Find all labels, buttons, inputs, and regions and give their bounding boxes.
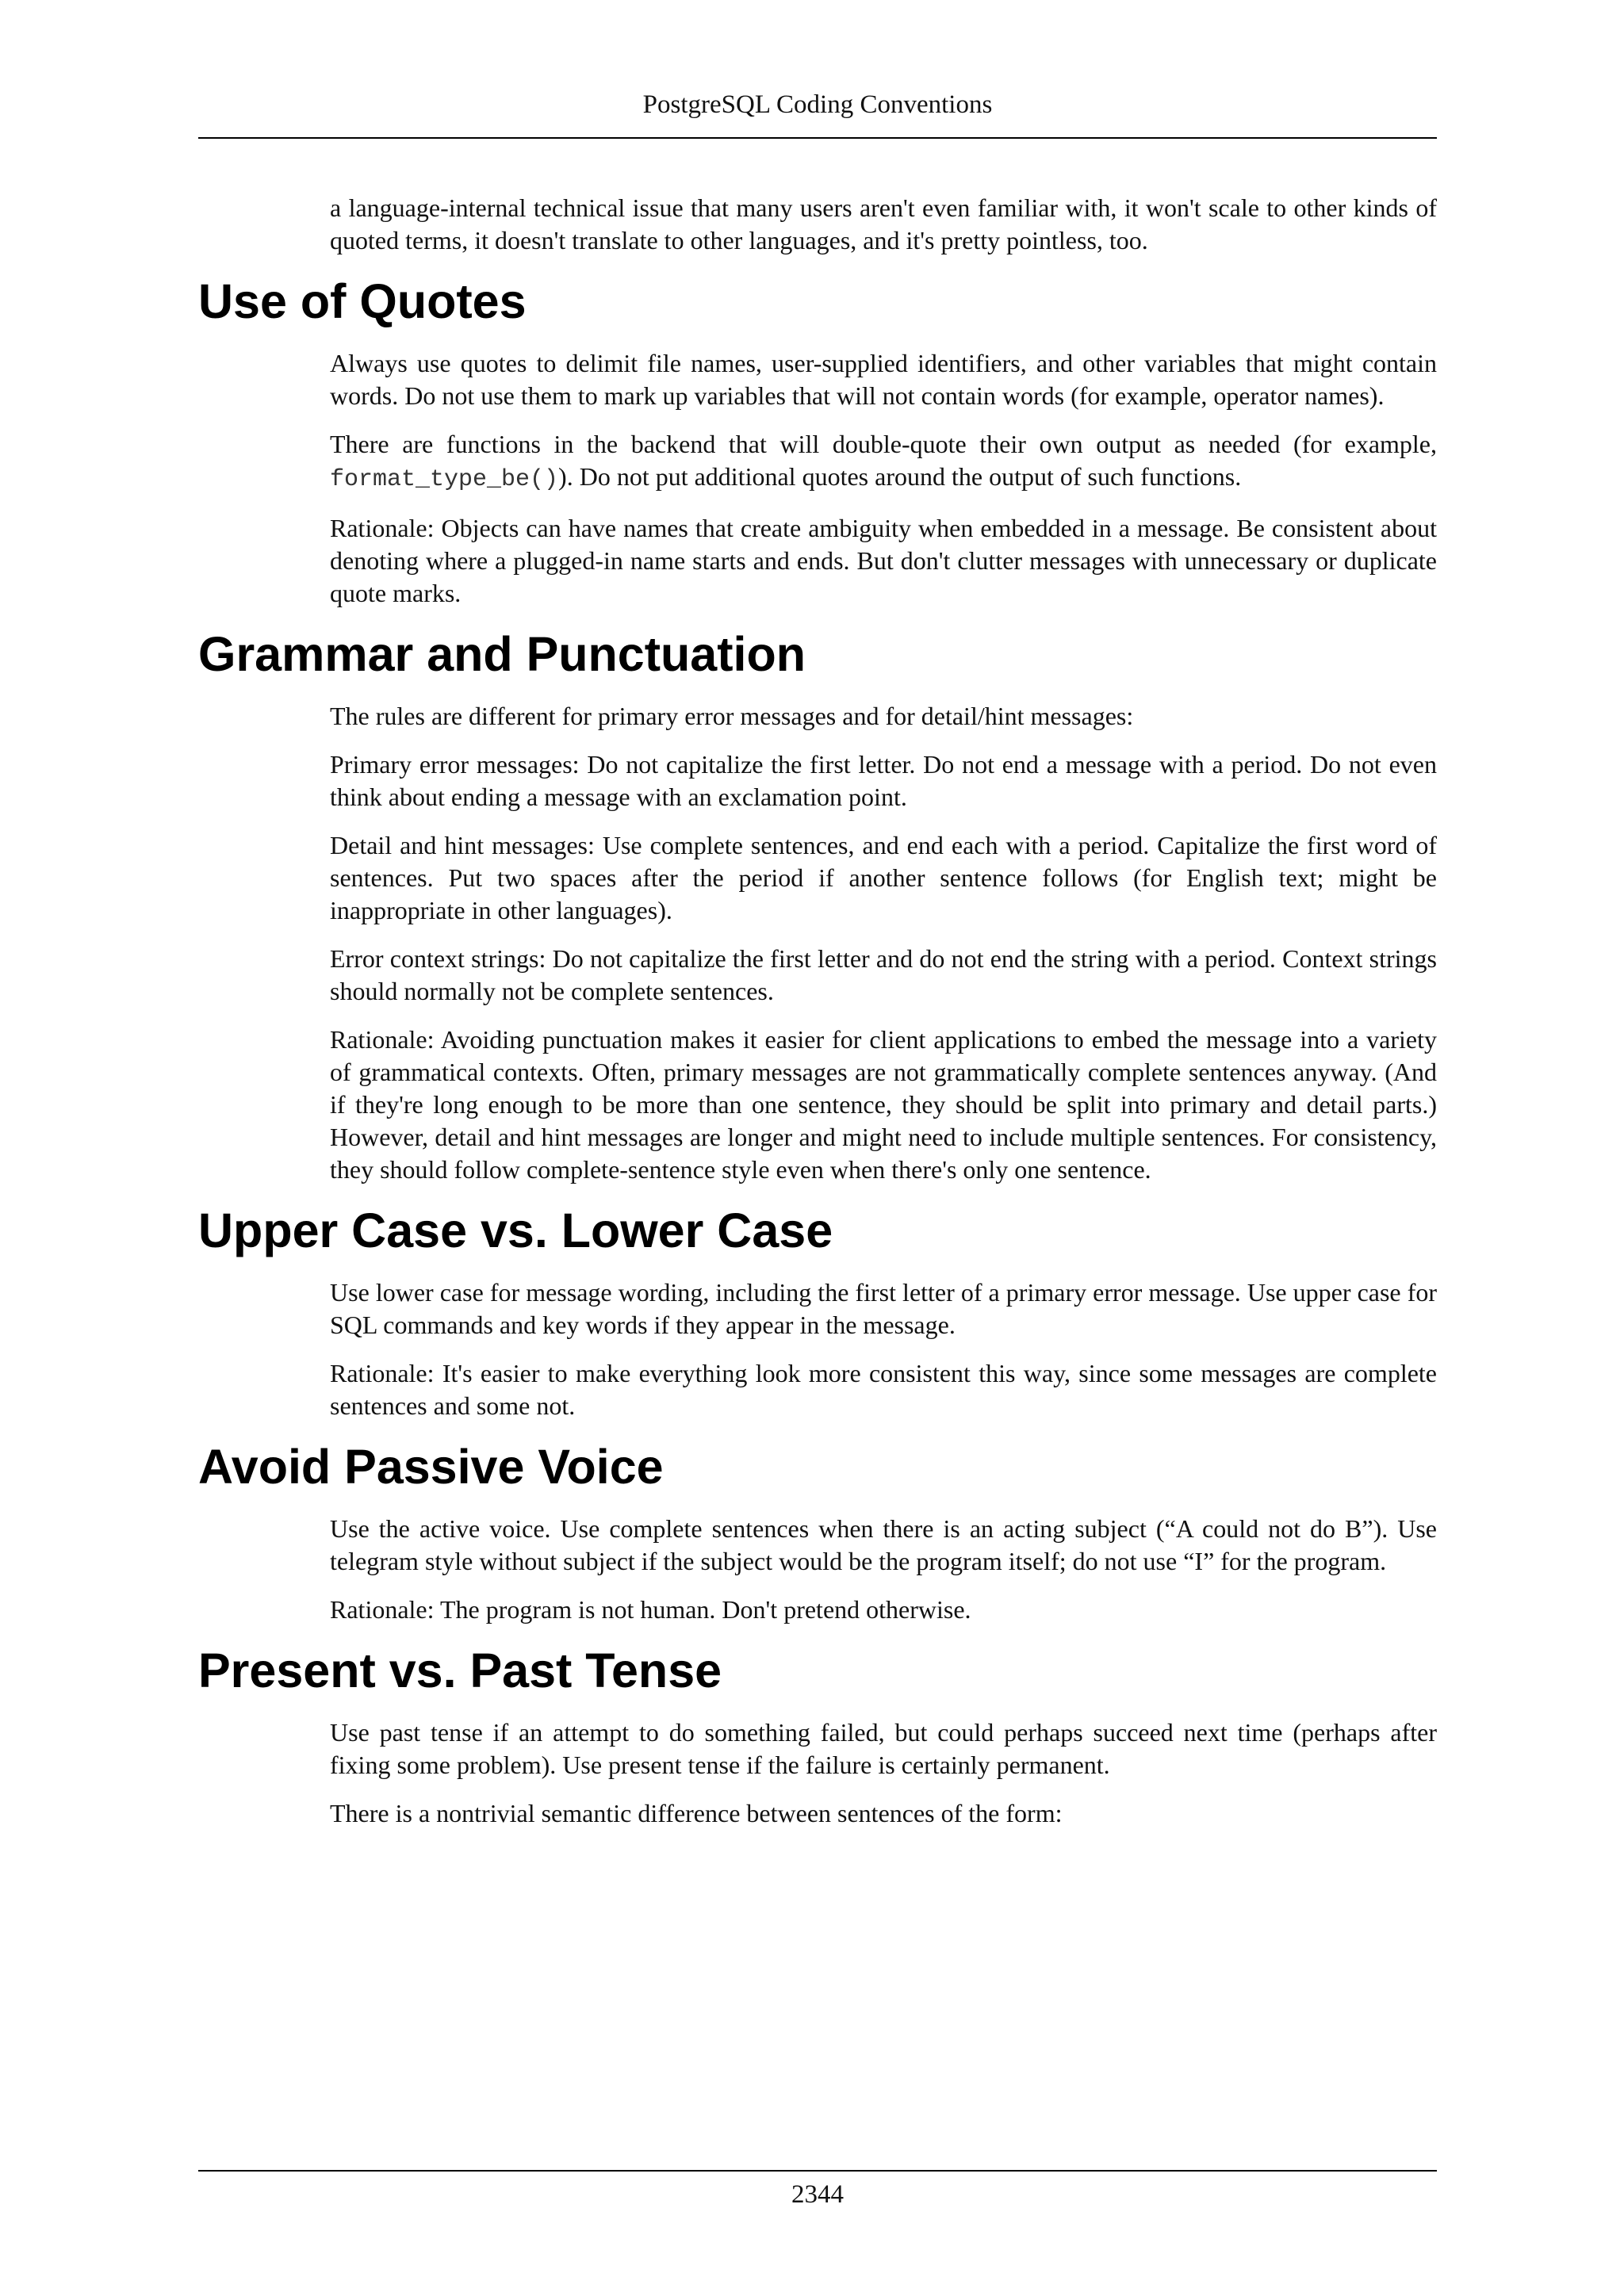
tense-paragraph-1: Use past tense if an attempt to do something failed, but could perhaps succeed next time (perhaps after fixing some problem). Use present tense if the failure is certainly permanent. (330, 1718, 1437, 1779)
heading-upper-lower-case: Upper Case vs. Lower Case (198, 1203, 833, 1257)
header-rule (198, 137, 1437, 139)
grammar-paragraph-4: Error context strings: Do not capitalize the first letter and do not end the string with a period. Context strings should normally not be complete sentences. (330, 944, 1437, 1005)
quotes-paragraph-3: Rationale: Objects can have names that create ambiguity when embedded in a message. Be consistent about denoting where a plugged-in name starts and ends. But don't clutter messages with unnecessary or duplicate quote marks. (330, 514, 1437, 607)
heading-use-of-quotes: Use of Quotes (198, 274, 527, 328)
footer-rule (198, 2170, 1437, 2172)
heading-present-past-tense: Present vs. Past Tense (198, 1644, 722, 1697)
quotes-p2-text-before: There are functions in the backend that will double-quote their own output as needed (for example, (330, 430, 1437, 458)
grammar-paragraph-3: Detail and hint messages: Use complete sentences, and end each with a period. Capitalize the first word of sentences. Put two spaces after the period if another sentence follows (for English text; might be inappropriate in other languages). (330, 831, 1437, 924)
grammar-paragraph-1: The rules are different for primary error messages and for detail/hint messages: (330, 702, 1134, 730)
running-header: PostgreSQL Coding Conventions (642, 90, 993, 119)
grammar-paragraph-2: Primary error messages: Do not capitalize the first letter. Do not end a message with a period. Do not even think about ending a message with an exclamation point. (330, 750, 1437, 811)
page-number: 2344 (791, 2180, 844, 2209)
quotes-paragraph-2 (330, 428, 1437, 496)
tense-paragraph-2: There is a nontrivial semantic difference between sentences of the form: (330, 1799, 1063, 1827)
case-paragraph-1: Use lower case for message wording, including the first letter of a primary error message. Use upper case for SQL commands and key words if they appear in the message. (330, 1278, 1437, 1339)
heading-avoid-passive-voice: Avoid Passive Voice (198, 1440, 664, 1494)
passive-paragraph-2: Rationale: The program is not human. Don't pretend otherwise. (330, 1595, 971, 1624)
grammar-paragraph-5: Rationale: Avoiding punctuation makes it easier for client applications to embed the message into a variety of grammatical contexts. Often, primary messages are not grammatically complete sentences anyway. (And if they're long enough to be more than one sentence, they should be split into primary and detail parts.) However, detail and hint messages are longer and might need to include multiple sentences. For consistency, they should follow complete-sentence style even when there's only one sentence. (330, 1025, 1437, 1184)
function-name-code: format_type_be() (330, 466, 559, 493)
passive-paragraph-1: Use the active voice. Use complete sentences when there is an acting subject (“A could not do B”). Use telegram style without subject if the subject would be the program itself; do not use “I” for the program. (330, 1514, 1437, 1575)
heading-grammar-punctuation: Grammar and Punctuation (198, 627, 806, 681)
case-paragraph-2: Rationale: It's easier to make everything look more consistent this way, since some messages are complete sentences and some not. (330, 1359, 1437, 1420)
quotes-p2-text-after: ). Do not put additional quotes around the output of such functions. (558, 462, 1242, 491)
quotes-paragraph-1: Always use quotes to delimit file names, user-supplied identifiers, and other variables that might contain words. Do not use them to mark up variables that will not contain words (for example, operator names). (330, 349, 1437, 410)
page-content (198, 192, 1437, 1846)
intro-paragraph: a language-internal technical issue that many users aren't even familiar with, it won't scale to other kinds of quoted terms, it doesn't translate to other languages, and it's pretty pointless, too. (330, 193, 1437, 254)
